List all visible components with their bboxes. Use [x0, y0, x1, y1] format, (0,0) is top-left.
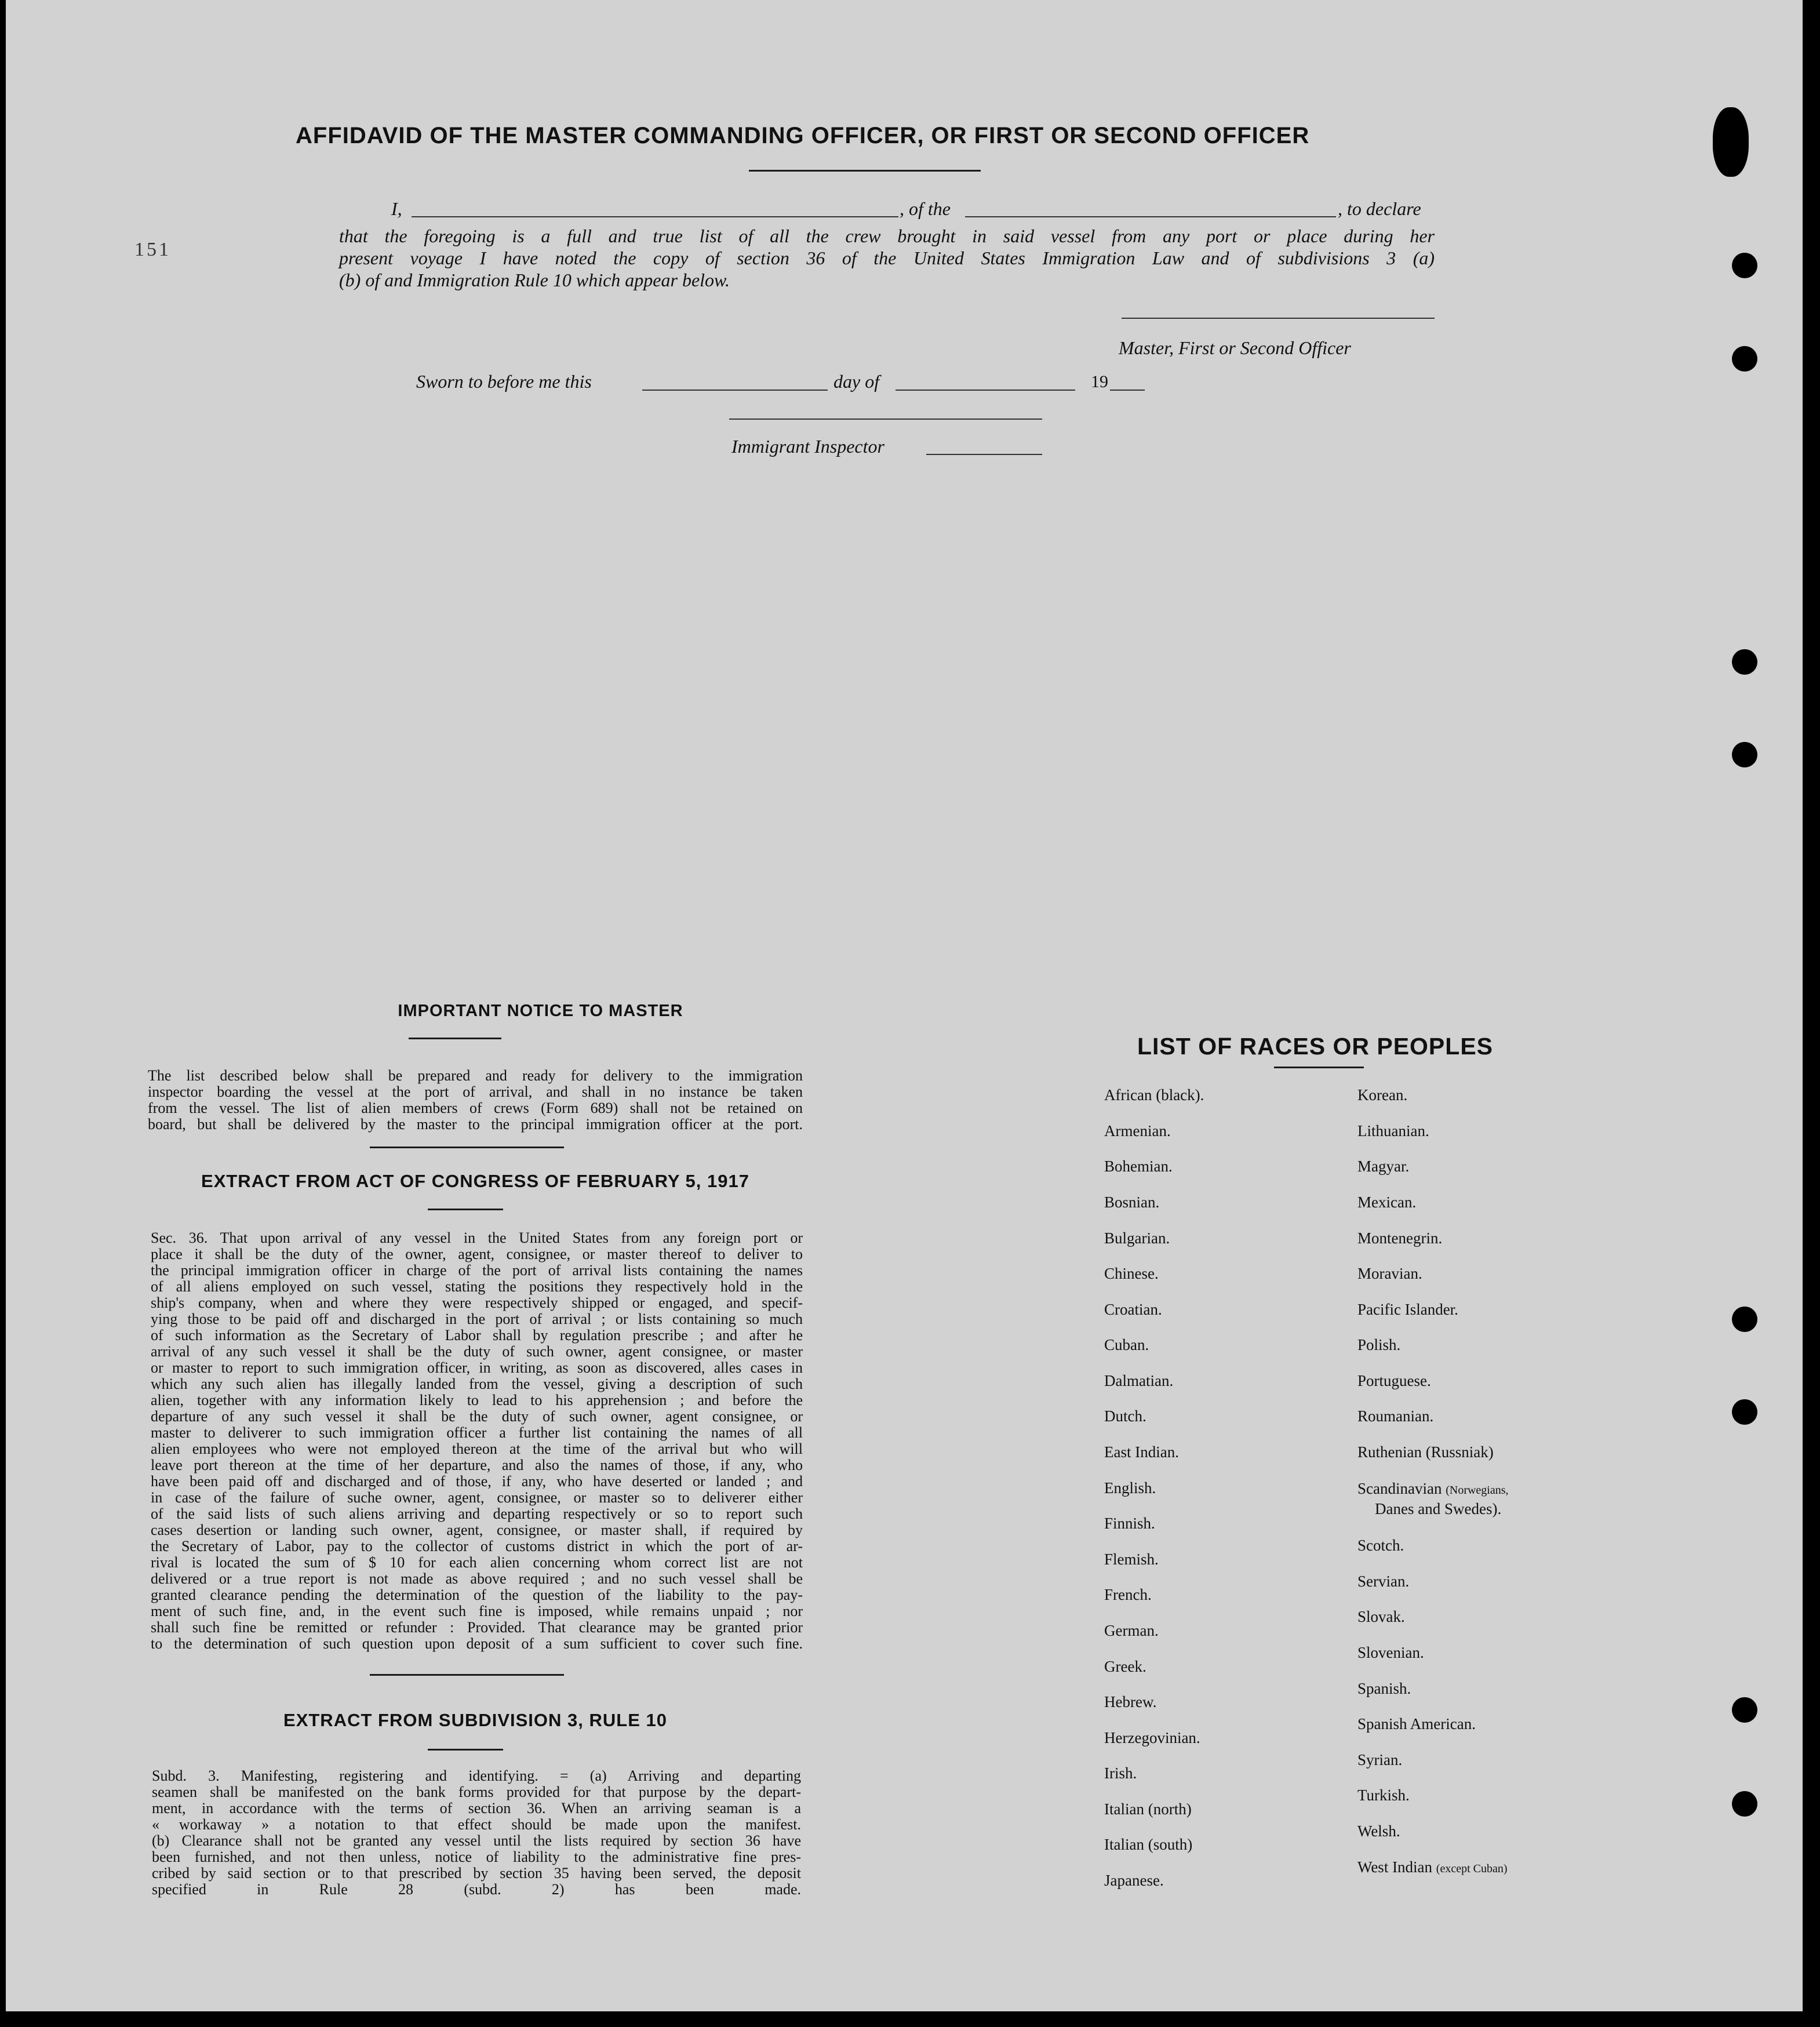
race-item: Bosnian. — [1104, 1193, 1160, 1211]
sec36-line: to the determination of such question upon deposit of a sum sufficient to cover such fine. — [151, 1635, 803, 1652]
inspector-label: Immigrant Inspector — [731, 436, 884, 457]
race-item: Welsh. — [1357, 1822, 1400, 1840]
race-item: African (black). — [1104, 1086, 1204, 1104]
punch-hole — [1732, 253, 1757, 278]
act-rule — [428, 1209, 503, 1210]
race-item: Italian (south) — [1104, 1836, 1193, 1853]
race-item: Turkish. — [1357, 1786, 1410, 1804]
race-item: East Indian. — [1104, 1443, 1179, 1461]
rule10-line: « workaway » a notation to that effect should be made upon the manifest. — [152, 1816, 801, 1833]
race-item: Syrian. — [1357, 1751, 1403, 1768]
rule10-heading: EXTRACT FROM SUBDIVISION 3, RULE 10 — [283, 1710, 667, 1730]
sec36-line: ship's company, when and where they were respectively shipped or engaged, and specif- — [151, 1294, 803, 1311]
sec36-line: departure of any such vessel it shall be the duty of such owner, agent consignee, or — [151, 1408, 803, 1425]
race-item: German. — [1104, 1622, 1159, 1639]
race-item: West Indian — [1357, 1858, 1433, 1876]
race-item: Herzegovinian. — [1104, 1729, 1200, 1746]
sec36-line: arrival of any such vessel it shall be the duty of such owner, agent consignee, or master — [151, 1343, 803, 1360]
race-item: Magyar. — [1357, 1158, 1410, 1175]
race-item: Dalmatian. — [1104, 1372, 1174, 1389]
notice-line: board, but shall be delivered by the master to the principal immigration officer at the port. — [148, 1116, 803, 1133]
race-item: Roumanian. — [1357, 1407, 1434, 1425]
notice-line: The list described below shall be prepared and ready for delivery to the immigration — [148, 1067, 803, 1084]
notice-rule — [409, 1038, 501, 1039]
year-prefix: 19 — [1091, 372, 1108, 391]
race-item: Lithuanian. — [1357, 1122, 1429, 1140]
race-item: Slovenian. — [1357, 1644, 1424, 1661]
sec36-line: of the said lists of such aliens arriving and departing respectively or so to report such — [151, 1505, 803, 1522]
race-item: Ruthenian (Russniak) — [1357, 1443, 1494, 1461]
to-declare-label: , to declare — [1338, 198, 1421, 219]
race-item: Montenegrin. — [1357, 1229, 1443, 1247]
sec36-line: place it shall be the duty of the owner, agent, consignee, or master thereof to deliver to — [151, 1246, 803, 1262]
rule10-line: been furnished, and not then unless, notice of liability to the administrative fine pres- — [152, 1848, 801, 1865]
declarant-name-field[interactable] — [412, 216, 898, 217]
race-item: Armenian. — [1104, 1122, 1171, 1140]
sworn-month-field[interactable] — [896, 390, 1075, 391]
race-item: Korean. — [1357, 1086, 1408, 1104]
vessel-field[interactable] — [965, 216, 1336, 217]
sec36-line: of all aliens employed on such vessel, stating the positions they respectively hold in the — [151, 1278, 803, 1295]
race-item: Spanish. — [1357, 1680, 1411, 1697]
master-signature-label: Master, First or Second Officer — [1119, 337, 1351, 358]
punch-hole — [1732, 346, 1757, 372]
punch-hole — [1732, 1399, 1757, 1425]
notice-text — [148, 1068, 803, 1133]
sworn-year-field[interactable] — [1110, 390, 1145, 391]
notice-line: from the vessel. The list of alien members of crews (Form 689) shall not be retained on — [148, 1100, 803, 1116]
punch-hole — [1732, 649, 1757, 675]
rule10-rule — [428, 1749, 503, 1751]
rule10-text — [152, 1768, 801, 1898]
sec36-line: delivered or a true report is not made as above required ; and no such vessel shall be — [151, 1570, 803, 1587]
race-item: Bohemian. — [1104, 1158, 1173, 1175]
race-item: Scandinavian — [1357, 1480, 1442, 1497]
punch-hole — [1732, 742, 1757, 767]
sec36-line: alien, together with any information likely to lead to his apprehension ; and before the — [151, 1392, 803, 1409]
act-divider — [370, 1674, 564, 1676]
master-signature-field[interactable] — [1122, 318, 1435, 319]
act-heading: EXTRACT FROM ACT OF CONGRESS OF FEBRUARY 5, 1917 — [201, 1171, 749, 1191]
race-item: French. — [1104, 1586, 1152, 1603]
rule10-line: Subd. 3. Manifesting, registering and identifying. = (a) Arriving and departing — [152, 1767, 801, 1784]
race-item: Bulgarian. — [1104, 1229, 1170, 1247]
inspector-trailing-line — [926, 454, 1042, 455]
race-item-west-indian — [1357, 1858, 1508, 1876]
notice-divider — [370, 1147, 564, 1148]
races-heading: LIST OF RACES OR PEOPLES — [1137, 1033, 1494, 1060]
rule10-line: ment, in accordance with the terms of section 36. When an arriving seaman is a — [152, 1800, 801, 1817]
sworn-label: Sworn to before me this — [416, 371, 592, 392]
race-item: Finnish. — [1104, 1515, 1155, 1532]
sec36-line: granted clearance pending the determination of the question of the liability to the pay- — [151, 1586, 803, 1603]
sec36-line: cases desertion or landing such owner, agent, consignee, or master shall, if required by — [151, 1522, 803, 1538]
race-item: Dutch. — [1104, 1407, 1146, 1425]
race-item: Servian. — [1357, 1573, 1410, 1590]
form-sheet — [6, 0, 1803, 2011]
race-item: English. — [1104, 1479, 1156, 1497]
sec36-line: alien employees who were not employed thereon at the time of the arrival but who will — [151, 1440, 803, 1457]
race-item: Mexican. — [1357, 1193, 1417, 1211]
race-item: Slovak. — [1357, 1608, 1405, 1625]
race-item: Hebrew. — [1104, 1693, 1157, 1711]
rule10-line: specified in Rule 28 (subd. 2) has been made. — [152, 1881, 801, 1898]
race-item: Italian (north) — [1104, 1800, 1192, 1818]
rule10-line: (b) Clearance shall not be granted any vessel until the lists required by section 36 have — [152, 1832, 801, 1849]
sec36-line: have been paid off and discharged and of those, if any, who have deserted or landed ; and — [151, 1473, 803, 1490]
declaration-line-2: that the foregoing is a full and true list of all the crew brought in said vessel from any port or place during her — [339, 225, 1435, 246]
race-item: Spanish American. — [1357, 1715, 1476, 1733]
sec36-line: the Secretary of Labor, pay to the collector of customs district in which the port of ar- — [151, 1538, 803, 1555]
race-item-note: (except Cuban) — [1436, 1862, 1508, 1875]
race-item: Irish. — [1104, 1764, 1137, 1782]
race-item: Flemish. — [1104, 1551, 1159, 1568]
race-item: Pacific Islander. — [1357, 1301, 1458, 1318]
race-item-note: (Norwegians, — [1446, 1484, 1509, 1497]
sec36-line: leave port thereon at the time of her departure, and also the names of those, if any, who — [151, 1457, 803, 1473]
title-underline — [749, 170, 981, 172]
race-item: Polish. — [1357, 1336, 1401, 1353]
sec36-line: in case of the failure of suche owner, agent, consignee, or master so to deliverer either — [151, 1489, 803, 1506]
sec36-line: rival is located the sum of $ 10 for each alien concerning whom correct list are not — [151, 1554, 803, 1571]
punch-hole — [1732, 1791, 1757, 1817]
race-item: Cuban. — [1104, 1336, 1149, 1353]
declarant-label: I, — [391, 198, 402, 219]
race-item: Scotch. — [1357, 1537, 1404, 1554]
rule10-line: cribed by said section or to that prescribed by section 35 having been served, the deposit — [152, 1865, 801, 1882]
race-item-scandinavian — [1357, 1479, 1509, 1518]
sec36-line: ment of such fine, and, in the event such fine is imposed, while remains unpaid ; nor — [151, 1603, 803, 1620]
punch-hole — [1732, 1697, 1757, 1723]
race-item: Moravian. — [1357, 1265, 1422, 1282]
sec36-line: shall such fine be remitted or refunder : Provided. That clearance may be granted prior — [151, 1619, 803, 1636]
of-the-label: , of the — [900, 198, 951, 219]
punch-hole — [1732, 1307, 1757, 1332]
race-item: Croatian. — [1104, 1301, 1162, 1318]
sworn-day-field[interactable] — [642, 390, 828, 391]
page-number-mark: 151 — [134, 239, 171, 260]
day-of-label: day of — [833, 371, 880, 392]
sec36-line: Sec. 36. That upon arrival of any vessel in the United States from any foreign port or — [151, 1229, 803, 1246]
sec36-line: ying those to be paid off and discharged in the port of arrival ; or lists containing so much — [151, 1311, 803, 1327]
declaration-line-4: (b) of and Immigration Rule 10 which appear below. — [339, 270, 730, 290]
notice-line: inspector boarding the vessel at the port of arrival, and shall in no instance be taken — [148, 1083, 803, 1100]
inspector-signature-field[interactable] — [729, 418, 1042, 420]
sec36-line: which any such alien has illegally landed from the vessel, giving a description of such — [151, 1375, 803, 1392]
sec36-line: master to deliverer to such immigration officer a further list containing the names of all — [151, 1424, 803, 1441]
race-item: Chinese. — [1104, 1265, 1159, 1282]
sec36-line: of such information as the Secretary of Labor shall by regulation prescribe ; and after he — [151, 1327, 803, 1344]
race-item: Japanese. — [1104, 1872, 1164, 1889]
race-item-note: Danes and Swedes). — [1375, 1500, 1502, 1517]
torn-corner-mark — [1713, 107, 1749, 177]
declaration-line-3: present voyage I have noted the copy of section 36 of the United States Immigration Law and of subdivisions 3 (a) — [339, 248, 1435, 268]
races-heading-rule — [1274, 1067, 1364, 1068]
section-36-text — [151, 1230, 803, 1652]
rule10-line: seamen shall be manifested on the bank forms provided for that purpose by the depart- — [152, 1784, 801, 1800]
affidavit-title: AFFIDAVID OF THE MASTER COMMANDING OFFICER, OR FIRST OR SECOND OFFICER — [296, 123, 1310, 148]
sec36-line: or master to report to such immigration officer, in writing, as soon as discovered, alles cases in — [151, 1359, 803, 1376]
notice-heading: IMPORTANT NOTICE TO MASTER — [398, 1002, 683, 1020]
race-item: Portuguese. — [1357, 1372, 1431, 1389]
sec36-line: the principal immigration officer in charge of the port of arrival lists containing the names — [151, 1262, 803, 1279]
race-item: Greek. — [1104, 1658, 1146, 1675]
